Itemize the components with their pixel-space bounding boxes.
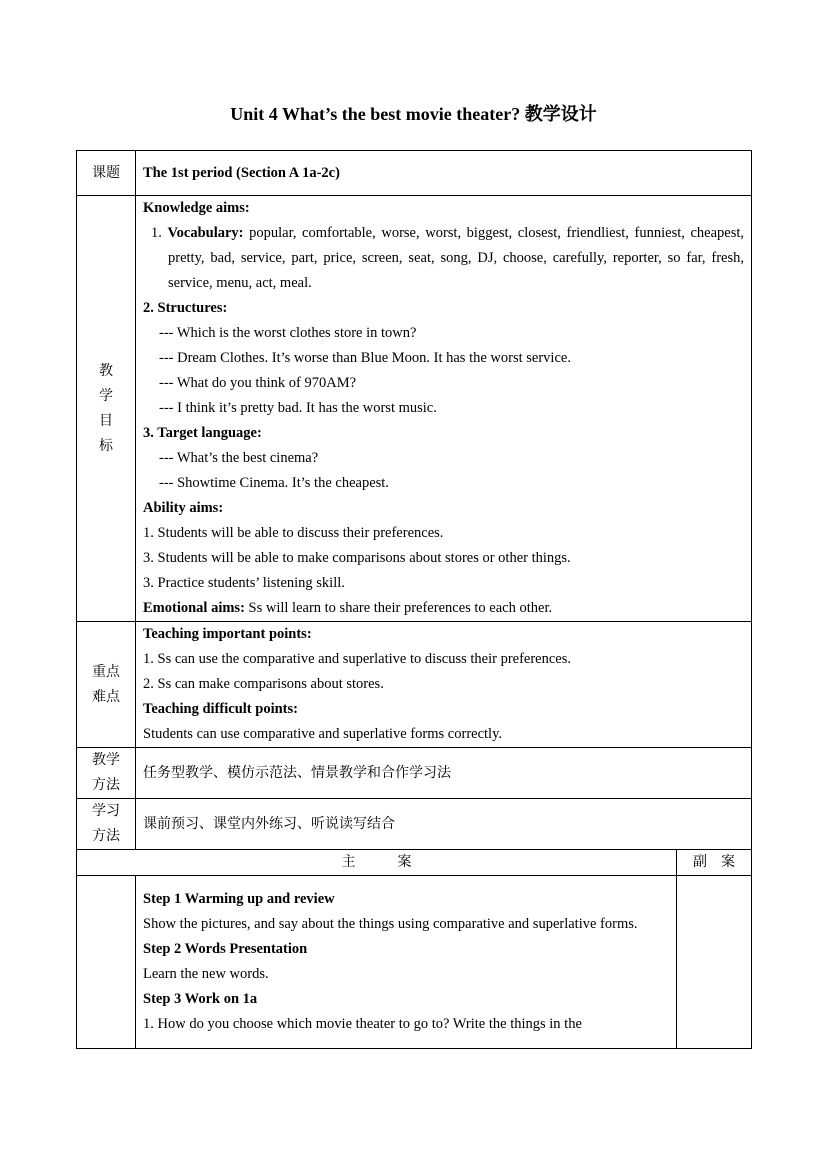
teaching-method-row (77, 748, 752, 799)
step3-heading: Step 3 Work on 1a (143, 991, 258, 1007)
structures-heading: 2. Structures: (143, 300, 228, 316)
steps-blank-cell (77, 876, 136, 1049)
emotional-paragraph (143, 596, 744, 621)
key-points-label (77, 622, 136, 748)
aims-label (77, 196, 136, 622)
important-line: 1. Ss can use the comparative and superlative to discuss their preferences. (143, 651, 572, 667)
teaching-method-label-line: 教学 (92, 752, 120, 768)
lesson-plan-table (76, 150, 752, 1049)
learning-method-value: 课前预习、课堂内外练习、听说读写结合 (136, 799, 752, 850)
main-plan-header: 主 案 (77, 850, 677, 876)
aims-label-char: 目 (99, 412, 113, 429)
aims-label-char: 学 (99, 387, 113, 404)
emotional-label: Emotional aims: (143, 600, 245, 616)
vocab-num: 1. (151, 225, 168, 241)
secondary-plan-cell (677, 876, 752, 1049)
step2-heading: Step 2 Words Presentation (143, 941, 308, 957)
aims-label-char: 标 (99, 437, 113, 454)
target-line: --- Showtime Cinema. It’s the cheapest. (159, 475, 389, 491)
ability-heading: Ability aims: (143, 500, 224, 516)
teaching-method-label-line: 方法 (92, 777, 120, 793)
plan-header-row (77, 850, 752, 876)
step1-text: Show the pictures, and say about the things using comparative and superlative forms. (143, 916, 638, 932)
structure-line: --- What do you think of 970AM? (159, 375, 357, 391)
aims-content (136, 196, 752, 622)
ability-line: 1. Students will be able to discuss their preferences. (143, 525, 444, 541)
aims-row (77, 196, 752, 622)
structure-line: --- Which is the worst clothes store in town? (159, 325, 417, 341)
difficult-line: Students can use comparative and superlative forms correctly. (143, 726, 503, 742)
target-heading: 3. Target language: (143, 425, 262, 441)
target-line: --- What’s the best cinema? (159, 450, 319, 466)
key-points-label-line: 重点 (92, 663, 120, 680)
step2-text: Learn the new words. (143, 966, 269, 982)
topic-label: 课题 (77, 151, 136, 196)
vocab-label: Vocabulary: (167, 225, 244, 241)
steps-row (77, 876, 752, 1049)
topic-row (77, 151, 752, 196)
step1-heading: Step 1 Warming up and review (143, 891, 335, 907)
learning-method-label-line: 方法 (92, 828, 120, 844)
learning-method-label (77, 799, 136, 850)
important-line: 2. Ss can make comparisons about stores. (143, 676, 384, 692)
key-points-label-line: 难点 (92, 688, 120, 705)
key-points-row (77, 622, 752, 748)
learning-method-row (77, 799, 752, 850)
structure-line: --- I think it’s pretty bad. It has the worst music. (159, 400, 437, 416)
structure-line: --- Dream Clothes. It’s worse than Blue Moon. It has the worst service. (159, 350, 571, 366)
key-points-content (136, 622, 752, 748)
difficult-heading: Teaching difficult points: (143, 701, 298, 717)
vocabulary-paragraph (143, 221, 744, 296)
vocab-text: popular, comfortable, worse, worst, biggest, closest, friendliest, funniest, cheapest, pretty, bad, service, part, price, screen, seat, song, DJ, choose, carefully, reporter, so far, fresh, service, menu, act, meal. (168, 225, 745, 291)
secondary-plan-header: 副 案 (677, 850, 752, 876)
teaching-method-label (77, 748, 136, 799)
steps-content (136, 876, 677, 1049)
learning-method-label-line: 学习 (92, 803, 120, 819)
aims-label-char: 教 (99, 362, 113, 379)
ability-line: 3. Practice students’ listening skill. (143, 575, 345, 591)
document-title: Unit 4 What’s the best movie theater? 教学设计 (230, 104, 597, 124)
emotional-text: Ss will learn to share their preferences to each other. (244, 600, 553, 616)
step3-text: 1. How do you choose which movie theater to go to? Write the things in the (143, 1016, 582, 1032)
important-heading: Teaching important points: (143, 626, 312, 642)
ability-line: 3. Students will be able to make comparisons about stores or other things. (143, 550, 571, 566)
teaching-method-value: 任务型教学、模仿示范法、情景教学和合作学习法 (136, 748, 752, 799)
knowledge-heading: Knowledge aims: (143, 200, 250, 216)
topic-value: The 1st period (Section A 1a-2c) (136, 151, 752, 196)
